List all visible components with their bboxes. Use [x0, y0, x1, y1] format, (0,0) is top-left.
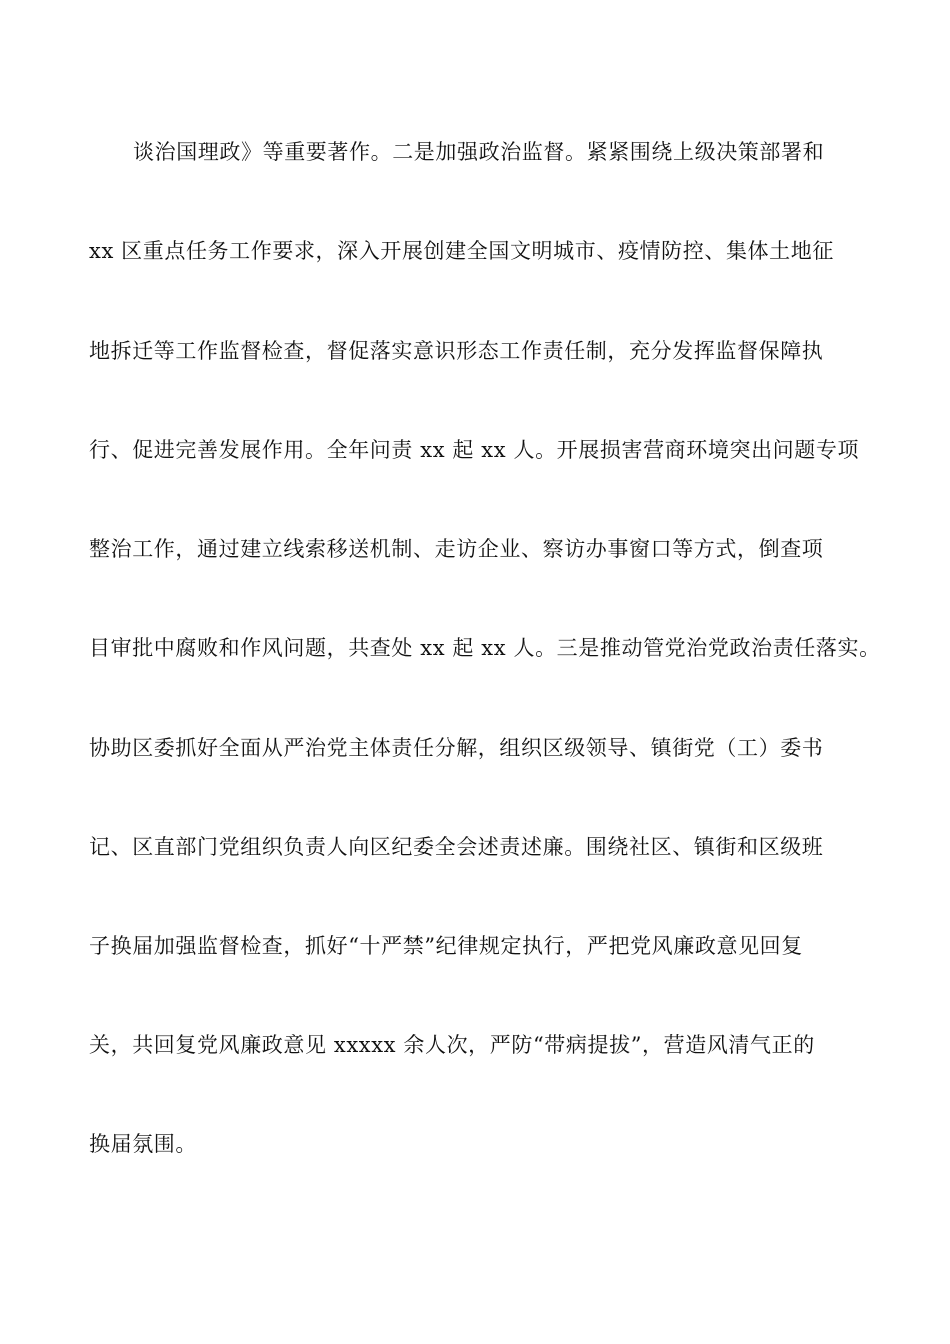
text-line: 整治工作，通过建立线索移送机制、走访企业、察访办事窗口等方式，倒查项 [89, 537, 824, 561]
text-line: 行、促进完善发展作用。全年问责 xx 起 xx 人。开展损害营商环境突出问题专项 [89, 438, 860, 462]
text-line: 换届氛围。 [89, 1132, 197, 1156]
text-line: 谈治国理政》等重要著作。二是加强政治监督。紧紧围绕上级决策部署和 [133, 140, 825, 164]
text-line: 目审批中腐败和作风问题，共查处 xx 起 xx 人。三是推动管党治党政治责任落实。 [89, 636, 881, 660]
text-line: 关，共回复党风廉政意见 xxxxx 余人次，严防“带病提拔”，营造风清气正的 [89, 1033, 815, 1057]
text-line: 记、区直部门党组织负责人向区纪委全会述责述廉。围绕社区、镇街和区级班 [89, 835, 824, 859]
text-line: 协助区委抓好全面从严治党主体责任分解，组织区级领导、镇街党（工）委书 [89, 736, 824, 760]
text-line: xx 区重点任务工作要求，深入开展创建全国文明城市、疫情防控、集体土地征 [89, 239, 834, 263]
text-line: 子换届加强监督检查，抓好“十严禁”纪律规定执行，严把党风廉政意见回复 [89, 934, 803, 958]
text-line: 地拆迁等工作监督检查，督促落实意识形态工作责任制，充分发挥监督保障执 [89, 339, 824, 363]
